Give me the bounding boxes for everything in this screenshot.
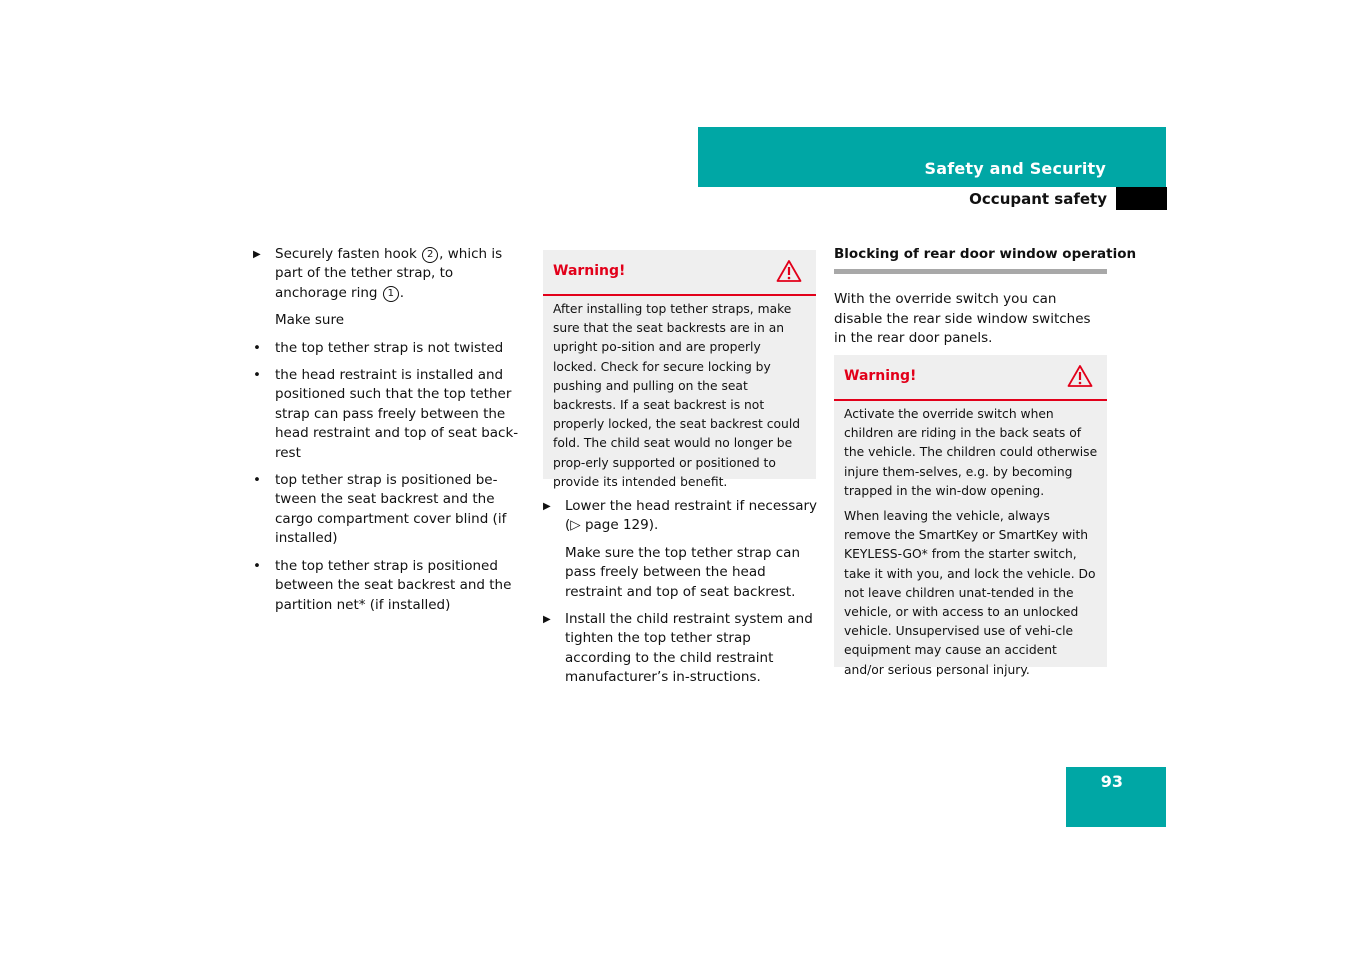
list-item: • top tether strap is positioned be-tween the seat backrest and the cargo compartment cover blind (if installed) (253, 472, 507, 547)
page-number-band (1066, 767, 1166, 827)
section-title: Safety and Security (924, 159, 1106, 178)
section-tab-marker (1116, 187, 1167, 210)
warning-header (543, 250, 816, 296)
callout-number: 2 (422, 247, 438, 263)
warning-title: Warning! (553, 263, 626, 279)
intro-text: With the override switch you can disable the rear side window switches in the rear door panels. (834, 291, 1091, 347)
instruction-step: ▶ Securely fasten hook 2 , which is part of the tether strap, to anchorage ring 1 . (253, 246, 503, 301)
instruction-step: ▶ Install the child restraint system and tighten the top tether strap according to the child restraint manufacturer’s in-structions. (543, 611, 813, 686)
column-middle (543, 497, 820, 688)
bullet-dot-icon: • (253, 367, 261, 384)
step-arrow-icon: ▶ (253, 249, 261, 260)
warning-box (543, 250, 816, 489)
list-item: • the top tether strap is not twisted (253, 339, 528, 358)
instruction-step: ▶ Lower the head restraint if necessary (▷ page 129). (543, 498, 818, 534)
step-arrow-icon: ▶ (543, 501, 551, 512)
warning-box (834, 355, 1107, 677)
page-number: 93 (1100, 772, 1123, 791)
warning-header (834, 355, 1107, 401)
warning-title: Warning! (844, 368, 917, 384)
header-band (698, 127, 1166, 187)
bullet-dot-icon: • (253, 472, 261, 489)
warning-triangle-icon (776, 259, 802, 283)
callout-number: 1 (383, 286, 399, 302)
list-item: • the head restraint is installed and positioned such that the top tether strap can pass freely between the head restraint and top of seat back-rest (253, 367, 519, 461)
list-item: • the top tether strap is positioned between the seat backrest and the partition net* (if installed) (253, 557, 512, 613)
warning-text: Activate the override switch when children are riding in the back seats of the vehicle. The children could otherwise injure them-selves, e.g. by becoming trapped in the win-dow opening. When leaving the vehicle, always remove the SmartKey or SmartKey with KEYLESS-GO* from the starter switch, take it with you, and lock the vehicle. Do not leave children unat-tended in the vehicle, or with access to an unlocked vehicle. Unsupervised use of vehi-cle equipment may cause an accident and/or serious personal injury. (844, 407, 1098, 677)
step-arrow-icon: ▶ (543, 614, 551, 626)
bullet-dot-icon: • (253, 339, 261, 356)
instruction-note: Make sure the top tether strap can pass freely between the head restraint and top of seat backrest. (565, 544, 801, 600)
warning-text: After installing top tether straps, make sure that the seat backrests are in an upright po-sition and are properly locked. Check for secure locking by pushing and pulling on the seat backrests. If a seat backrest is not properly locked, the seat backrest could fold. The child seat would no longer be prop-erly supported or positioned to provide its intended benefit. (553, 302, 801, 489)
subsection-title: Occupant safety (969, 190, 1107, 208)
column-left (253, 245, 528, 615)
bullet-dot-icon: • (253, 557, 261, 574)
section-heading: Blocking of rear door window operation (834, 245, 1107, 274)
column-right (834, 245, 1137, 349)
make-sure-label: Make sure (275, 312, 345, 329)
warning-triangle-icon (1067, 364, 1093, 388)
